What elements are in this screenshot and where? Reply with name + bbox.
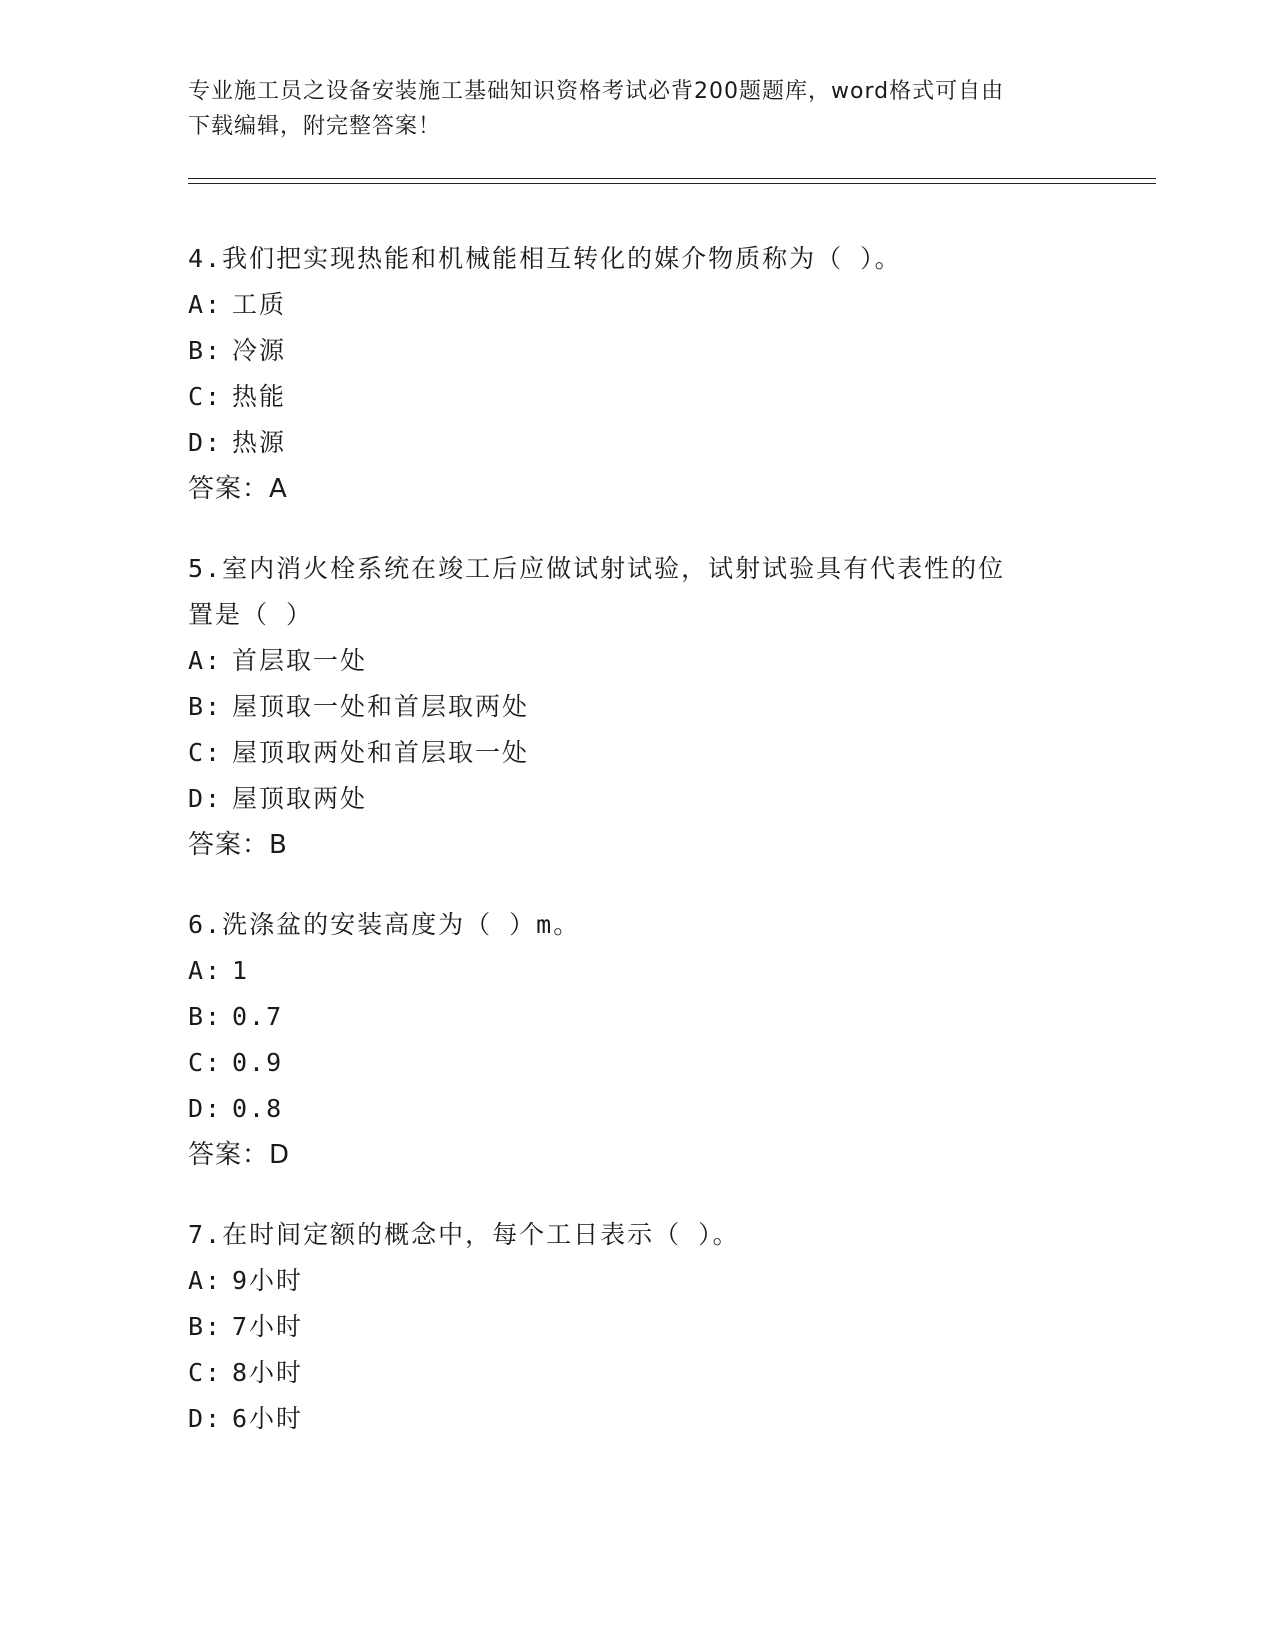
- option-d: [188, 1396, 1088, 1442]
- question-text: 7.在时间定额的概念中，每个工日表示（ ）。: [188, 1220, 740, 1249]
- option-text: 7小时: [232, 1312, 304, 1341]
- option-c: [188, 1350, 1088, 1396]
- header-divider-top: [188, 178, 1156, 179]
- question-list: [188, 236, 1088, 1476]
- option-letter: C:: [188, 382, 223, 411]
- option-letter: D:: [188, 1404, 223, 1433]
- option-text: 屋顶取两处和首层取一处: [232, 738, 530, 767]
- option-text: 0.8: [232, 1094, 284, 1123]
- option-letter: A:: [188, 956, 223, 985]
- question-text: 5.室内消火栓系统在竣工后应做试射试验，试射试验具有代表性的位: [188, 554, 1006, 583]
- option-letter: A:: [188, 290, 223, 319]
- option-a: [188, 1258, 1088, 1304]
- option-a: [188, 948, 1088, 994]
- option-text: 冷源: [232, 336, 287, 365]
- option-letter: A:: [188, 1266, 223, 1295]
- question-4: [188, 236, 1088, 512]
- option-a: [188, 282, 1088, 328]
- answer-line: 答案：D: [188, 1140, 291, 1170]
- option-text: 屋顶取两处: [232, 784, 368, 813]
- option-text: 屋顶取一处和首层取两处: [232, 692, 530, 721]
- option-text: 1: [232, 956, 250, 985]
- option-letter: B:: [188, 692, 223, 721]
- question-6: [188, 902, 1088, 1178]
- option-text: 工质: [232, 290, 287, 319]
- option-letter: C:: [188, 1048, 223, 1077]
- question-7: [188, 1212, 1088, 1442]
- option-letter: D:: [188, 1094, 223, 1123]
- answer-line: 答案：A: [188, 474, 288, 504]
- option-letter: D:: [188, 784, 223, 813]
- question-text-continued: 置是（ ）: [188, 600, 314, 629]
- option-letter: A:: [188, 646, 223, 675]
- option-text: 首层取一处: [232, 646, 368, 675]
- option-text: 0.9: [232, 1048, 284, 1077]
- question-5: [188, 546, 1088, 868]
- option-b: [188, 1304, 1088, 1350]
- option-text: 0.7: [232, 1002, 284, 1031]
- option-d: [188, 1086, 1088, 1132]
- question-text: 6.洗涤盆的安装高度为（ ）m。: [188, 910, 581, 939]
- header-divider-bottom: [188, 183, 1156, 184]
- option-text: 9小时: [232, 1266, 304, 1295]
- option-letter: D:: [188, 428, 223, 457]
- answer-line: 答案：B: [188, 830, 288, 860]
- option-letter: C:: [188, 1358, 223, 1387]
- option-text: 8小时: [232, 1358, 304, 1387]
- option-c: [188, 730, 1088, 776]
- header-line-2: 下载编辑，附完整答案！: [188, 114, 442, 139]
- option-d: [188, 420, 1088, 466]
- document-header: [188, 74, 1068, 144]
- option-b: [188, 994, 1088, 1040]
- option-text: 热能: [232, 382, 287, 411]
- option-letter: B:: [188, 336, 223, 365]
- option-b: [188, 328, 1088, 374]
- option-d: [188, 776, 1088, 822]
- option-c: [188, 1040, 1088, 1086]
- option-a: [188, 638, 1088, 684]
- option-letter: B:: [188, 1002, 223, 1031]
- header-line-1: 专业施工员之设备安装施工基础知识资格考试必背200题题库，word格式可自由: [188, 79, 1005, 104]
- question-text: 4.我们把实现热能和机械能相互转化的媒介物质称为（ ）。: [188, 244, 902, 273]
- option-letter: B:: [188, 1312, 223, 1341]
- option-text: 热源: [232, 428, 287, 457]
- option-c: [188, 374, 1088, 420]
- option-letter: C:: [188, 738, 223, 767]
- option-text: 6小时: [232, 1404, 304, 1433]
- option-b: [188, 684, 1088, 730]
